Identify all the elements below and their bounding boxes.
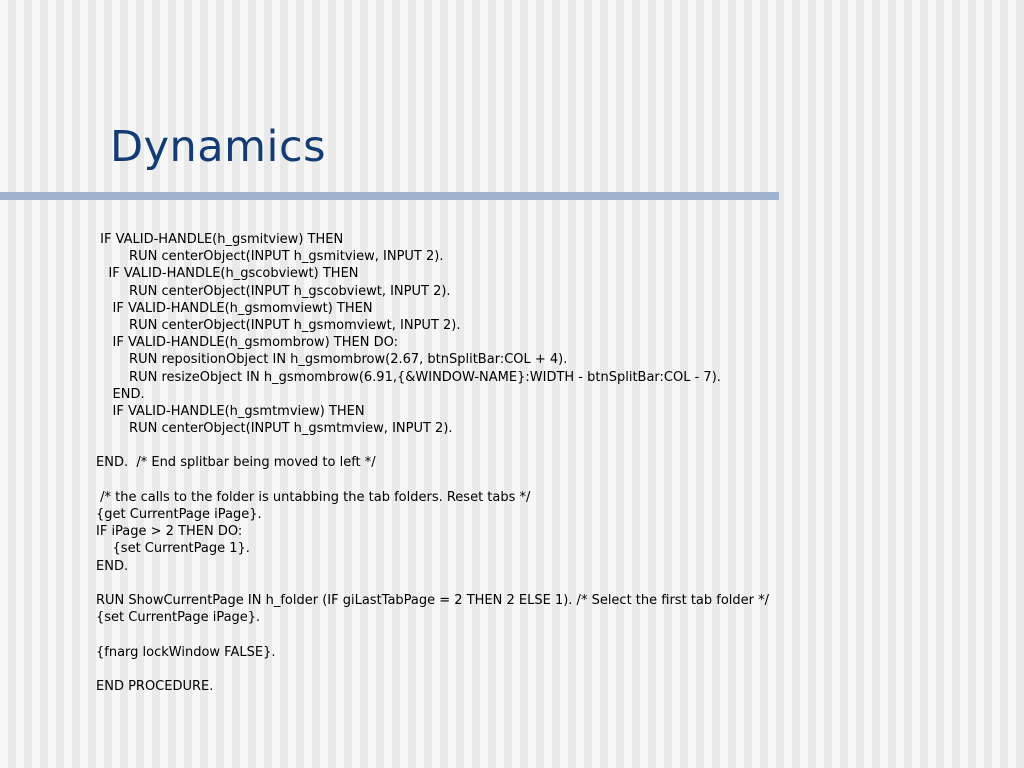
code-line-blank	[96, 626, 769, 643]
code-line: END.	[96, 558, 129, 574]
code-line: RUN centerObject(INPUT h_gscobviewt, INPUT 2).	[96, 283, 451, 299]
code-line: {fnarg lockWindow FALSE}.	[96, 644, 276, 660]
code-line: END PROCEDURE.	[96, 678, 214, 694]
code-line: {get CurrentPage iPage}.	[96, 507, 262, 522]
code-line: RUN centerObject(INPUT h_gsmtmview, INPUT 2).	[96, 421, 453, 437]
code-line: RUN repositionObject IN h_gsmombrow(2.67, btnSplitBar:COL + 4).	[96, 352, 568, 368]
title-divider	[0, 192, 779, 200]
slide-title: Dynamics	[110, 122, 327, 172]
code-line: {set CurrentPage 1}.	[96, 541, 250, 557]
code-line: RUN ShowCurrentPage IN h_folder (IF giLastTabPage = 2 THEN 2 ELSE 1). /* Select the first tab folder */	[96, 592, 770, 608]
code-line: IF VALID-HANDLE(h_gsmomviewt) THEN	[96, 300, 373, 316]
code-line-blank	[96, 661, 769, 678]
code-line: IF VALID-HANDLE(h_gsmitview) THEN	[96, 232, 344, 247]
code-line: RUN resizeObject IN h_gsmombrow(6.91,{&WINDOW-NAME}:WIDTH - btnSplitBar:COL - 7).	[96, 369, 721, 385]
code-line-blank	[96, 472, 769, 489]
code-line: END. /* End splitbar being moved to left */	[96, 455, 376, 471]
code-line: IF VALID-HANDLE(h_gsmtmview) THEN	[96, 403, 365, 419]
code-line-blank	[96, 437, 769, 454]
code-line: IF VALID-HANDLE(h_gscobviewt) THEN	[96, 266, 359, 282]
code-line: RUN centerObject(INPUT h_gsmomviewt, INPUT 2).	[96, 317, 461, 333]
code-line: RUN centerObject(INPUT h_gsmitview, INPUT 2).	[96, 249, 444, 265]
code-line-blank	[96, 575, 769, 592]
code-line: /* the calls to the folder is untabbing the tab folders. Reset tabs */	[96, 489, 531, 505]
code-listing	[96, 231, 769, 695]
code-line: IF iPage > 2 THEN DO:	[96, 524, 243, 540]
code-line: IF VALID-HANDLE(h_gsmombrow) THEN DO:	[96, 335, 398, 351]
code-line: {set CurrentPage iPage}.	[96, 610, 261, 626]
code-line: END.	[96, 386, 145, 402]
